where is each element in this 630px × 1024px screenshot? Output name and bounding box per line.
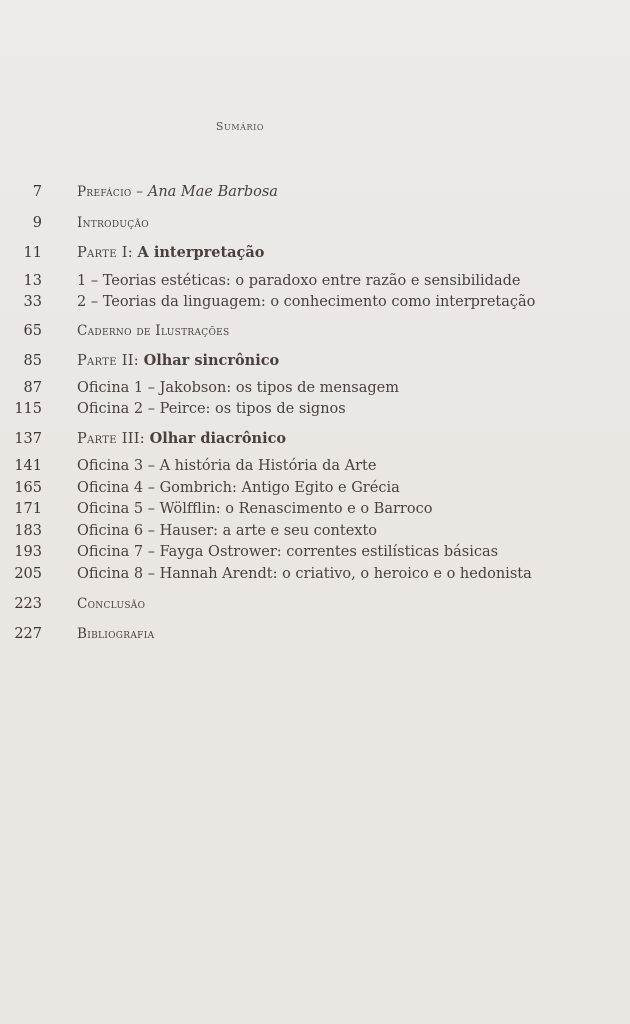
toc-page-number: 9 xyxy=(32,215,42,231)
toc-label: Oficina 6 – Hauser: a arte e seu contexto xyxy=(77,523,378,539)
toc-page-number: 87 xyxy=(23,380,42,396)
toc-entry xyxy=(0,499,630,519)
toc-entry-prefacio xyxy=(0,182,630,202)
toc-part-title: A interpretação xyxy=(137,244,265,261)
toc-page-number: 223 xyxy=(14,596,42,612)
toc-entry xyxy=(0,542,630,562)
toc-part-prefix: Parte I: xyxy=(77,245,133,261)
toc-entry xyxy=(0,564,630,584)
toc-entry xyxy=(0,478,630,498)
toc-page-number: 11 xyxy=(23,245,42,261)
toc-label: Introdução xyxy=(77,215,149,231)
toc-label: Oficina 8 – Hannah Arendt: o criativo, o heroico e o hedonista xyxy=(77,566,532,582)
toc-entry-introducao xyxy=(0,213,630,233)
toc-part-prefix: Parte III: xyxy=(77,431,145,447)
toc-label: Oficina 3 – A história da História da Arte xyxy=(77,458,377,474)
toc-entry xyxy=(0,271,630,291)
toc-part-title: Olhar sincrônico xyxy=(143,352,280,369)
toc-author: Ana Mae Barbosa xyxy=(147,184,278,200)
toc-entry xyxy=(0,378,630,398)
toc-entry xyxy=(0,399,630,419)
toc-label: Bibliografia xyxy=(77,626,155,642)
toc-page-number: 7 xyxy=(32,184,42,200)
toc-part-title: Olhar diacrônico xyxy=(149,430,287,447)
toc-label xyxy=(77,182,278,202)
toc-label xyxy=(77,351,279,371)
toc-label: Oficina 1 – Jakobson: os tipos de mensagem xyxy=(77,380,400,396)
toc-page-number: 171 xyxy=(14,501,42,517)
toc-label: Oficina 7 – Fayga Ostrower: correntes estilísticas básicas xyxy=(77,544,499,560)
toc-entry-parte-3 xyxy=(0,429,630,449)
toc-separator: – xyxy=(131,184,148,200)
toc-entry-parte-2 xyxy=(0,351,630,371)
toc-entry-conclusao xyxy=(0,594,630,614)
toc-entry xyxy=(0,456,630,476)
toc-page-number: 137 xyxy=(14,431,42,447)
toc-label: 2 – Teorias da linguagem: o conhecimento como interpretação xyxy=(77,294,536,310)
toc-page-number: 115 xyxy=(14,401,42,417)
toc-section-name: Prefácio xyxy=(77,184,132,200)
toc-page-number: 85 xyxy=(23,353,42,369)
toc-label: Oficina 2 – Peirce: os tipos de signos xyxy=(77,401,346,417)
toc-page-number: 227 xyxy=(14,626,42,642)
toc-label: Caderno de Ilustrações xyxy=(77,323,230,339)
toc-entry xyxy=(0,292,630,312)
toc-page-number: 33 xyxy=(23,294,42,310)
toc-entry xyxy=(0,521,630,541)
page-title: Sumário xyxy=(215,120,265,133)
toc-label: Oficina 5 – Wölfflin: o Renascimento e o Barroco xyxy=(77,501,433,517)
toc-page-number: 183 xyxy=(14,523,42,539)
toc-entry-caderno xyxy=(0,321,630,341)
toc-page-number: 205 xyxy=(14,566,42,582)
toc-page-number: 193 xyxy=(14,544,42,560)
toc-entry-parte-1 xyxy=(0,243,630,263)
toc-entry-bibliografia xyxy=(0,624,630,644)
toc-label: Conclusão xyxy=(77,596,146,612)
toc-part-prefix: Parte II: xyxy=(77,353,139,369)
toc-page-number: 13 xyxy=(23,273,42,289)
toc-label xyxy=(77,429,286,449)
toc-page-number: 165 xyxy=(14,480,42,496)
toc-label: Oficina 4 – Gombrich: Antigo Egito e Grécia xyxy=(77,480,400,496)
toc-label xyxy=(77,243,264,263)
toc-page-number: 141 xyxy=(14,458,42,474)
toc-page-number: 65 xyxy=(23,323,42,339)
toc-label: 1 – Teorias estéticas: o paradoxo entre razão e sensibilidade xyxy=(77,273,521,289)
